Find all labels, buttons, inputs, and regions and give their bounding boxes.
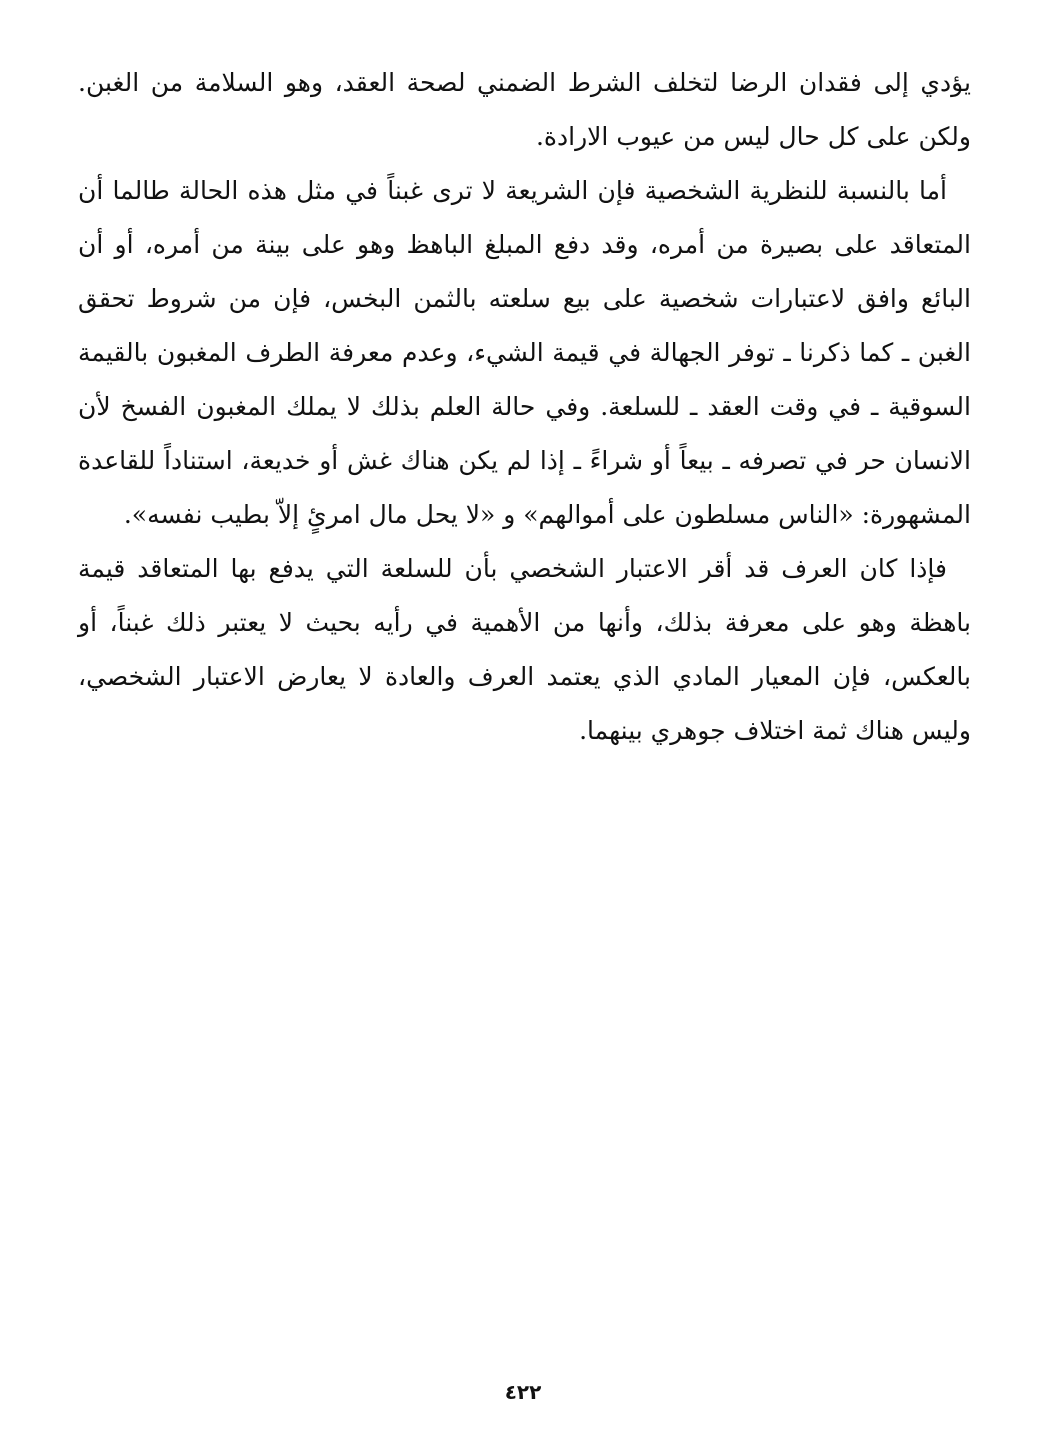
paragraph-personal-theory: أما بالنسبة للنظرية الشخصية فإن الشريعة لا ترى غبناً في مثل هذه الحالة طالما أن المتعاقد على بصيرة من أمره، وقد دفع المبلغ الباهظ وهو على بينة من أمره، أو أن البائع وافق لاعتبارات شخصية على بيع سلعته بالثمن البخس، فإن من شروط تحقق الغبن ـ كما ذكرنا ـ توفر الجهالة في قيمة الشيء، وعدم معرفة الطرف المغبون بالقيمة السوقية ـ في وقت العقد ـ للسلعة. وفي حالة العلم بذلك لا يملك المغبون الفسخ لأن الانسان حر في تصرفه ـ بيعاً أو شراءً ـ إذا لم يكن هناك غش أو خديعة، استناداً للقاعدة المشهورة: «الناس مسلطون على أموالهم» و «لا يحل مال امرئٍ إلاّ بطيب نفسه». [78, 176, 971, 529]
page-number: ٤٢٢ [504, 1380, 542, 1404]
body-text [78, 56, 971, 758]
paragraph-custom-criterion: فإذا كان العرف قد أقر الاعتبار الشخصي بأن للسلعة التي يدفع بها المتعاقد قيمة باهظة وهو على معرفة بذلك، وأنها من الأهمية في رأيه بحيث لا يعتبر ذلك غبناً، أو بالعكس، فإن المعيار المادي الذي يعتمد العرف والعادة لا يعارض الاعتبار الشخصي، وليس هناك ثمة اختلاف جوهري بينهما. [78, 554, 971, 745]
paragraph-continuation: يؤدي إلى فقدان الرضا لتخلف الشرط الضمني لصحة العقد، وهو السلامة من الغبن. ولكن على كل حال ليس من عيوب الارادة. [78, 68, 971, 151]
